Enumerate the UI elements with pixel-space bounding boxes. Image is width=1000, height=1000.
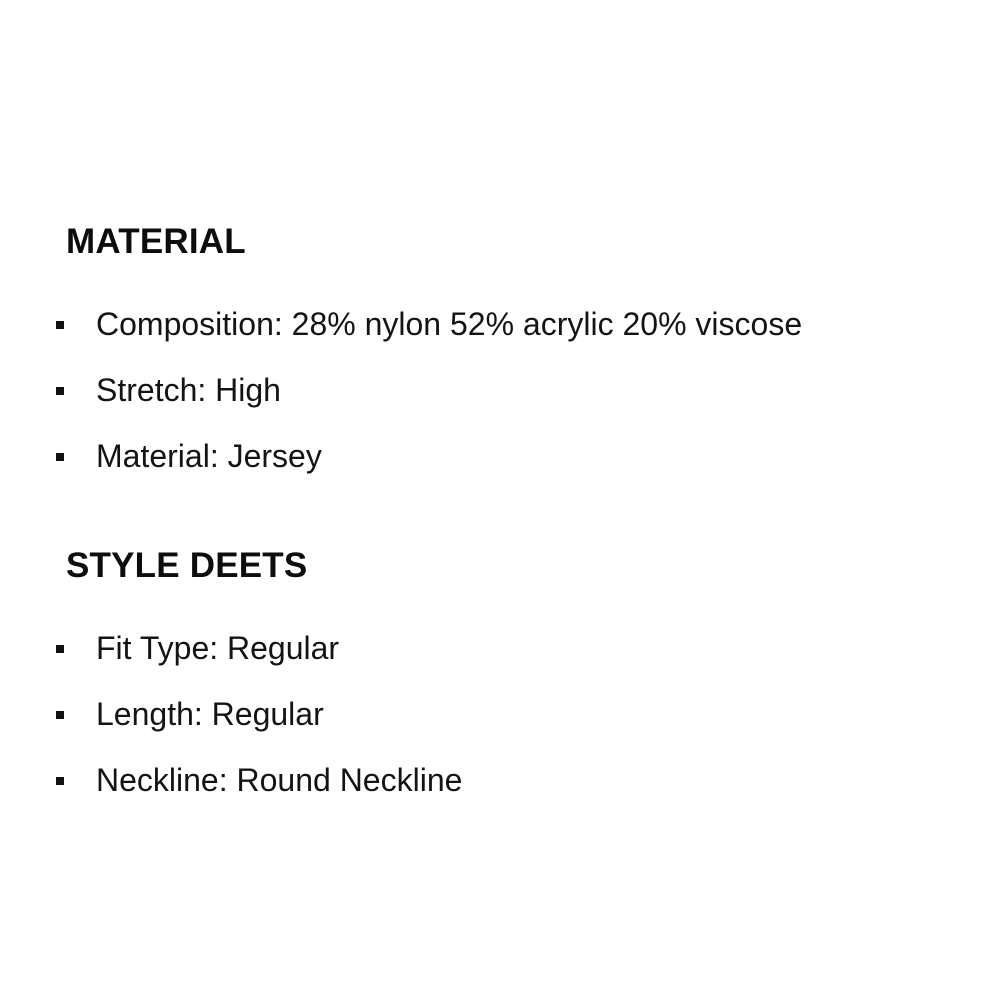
list-item-composition [66,304,966,370]
list-item-fit-type [66,628,966,694]
section-title-material: MATERIAL [66,222,246,261]
list-item-neckline [66,760,966,826]
square-bullet-icon [56,777,64,785]
list-item-text: Stretch: High [96,372,281,408]
list-item-stretch [66,370,966,436]
list-item-material [66,436,966,502]
list-item-text: Fit Type: Regular [96,630,340,666]
style-deets-section [66,546,966,826]
list-item-text: Length: Regular [96,696,324,732]
section-title-style-deets: STYLE DEETS [66,546,308,585]
style-deets-list [66,628,966,826]
list-item-text: Material: Jersey [96,438,322,474]
square-bullet-icon [56,645,64,653]
square-bullet-icon [56,711,64,719]
square-bullet-icon [56,321,64,329]
material-list [66,304,966,502]
material-section [66,222,966,502]
square-bullet-icon [56,387,64,395]
list-item-length [66,694,966,760]
square-bullet-icon [56,453,64,461]
list-item-text: Composition: 28% nylon 52% acrylic 20% viscose [96,306,803,342]
list-item-text: Neckline: Round Neckline [96,762,463,798]
